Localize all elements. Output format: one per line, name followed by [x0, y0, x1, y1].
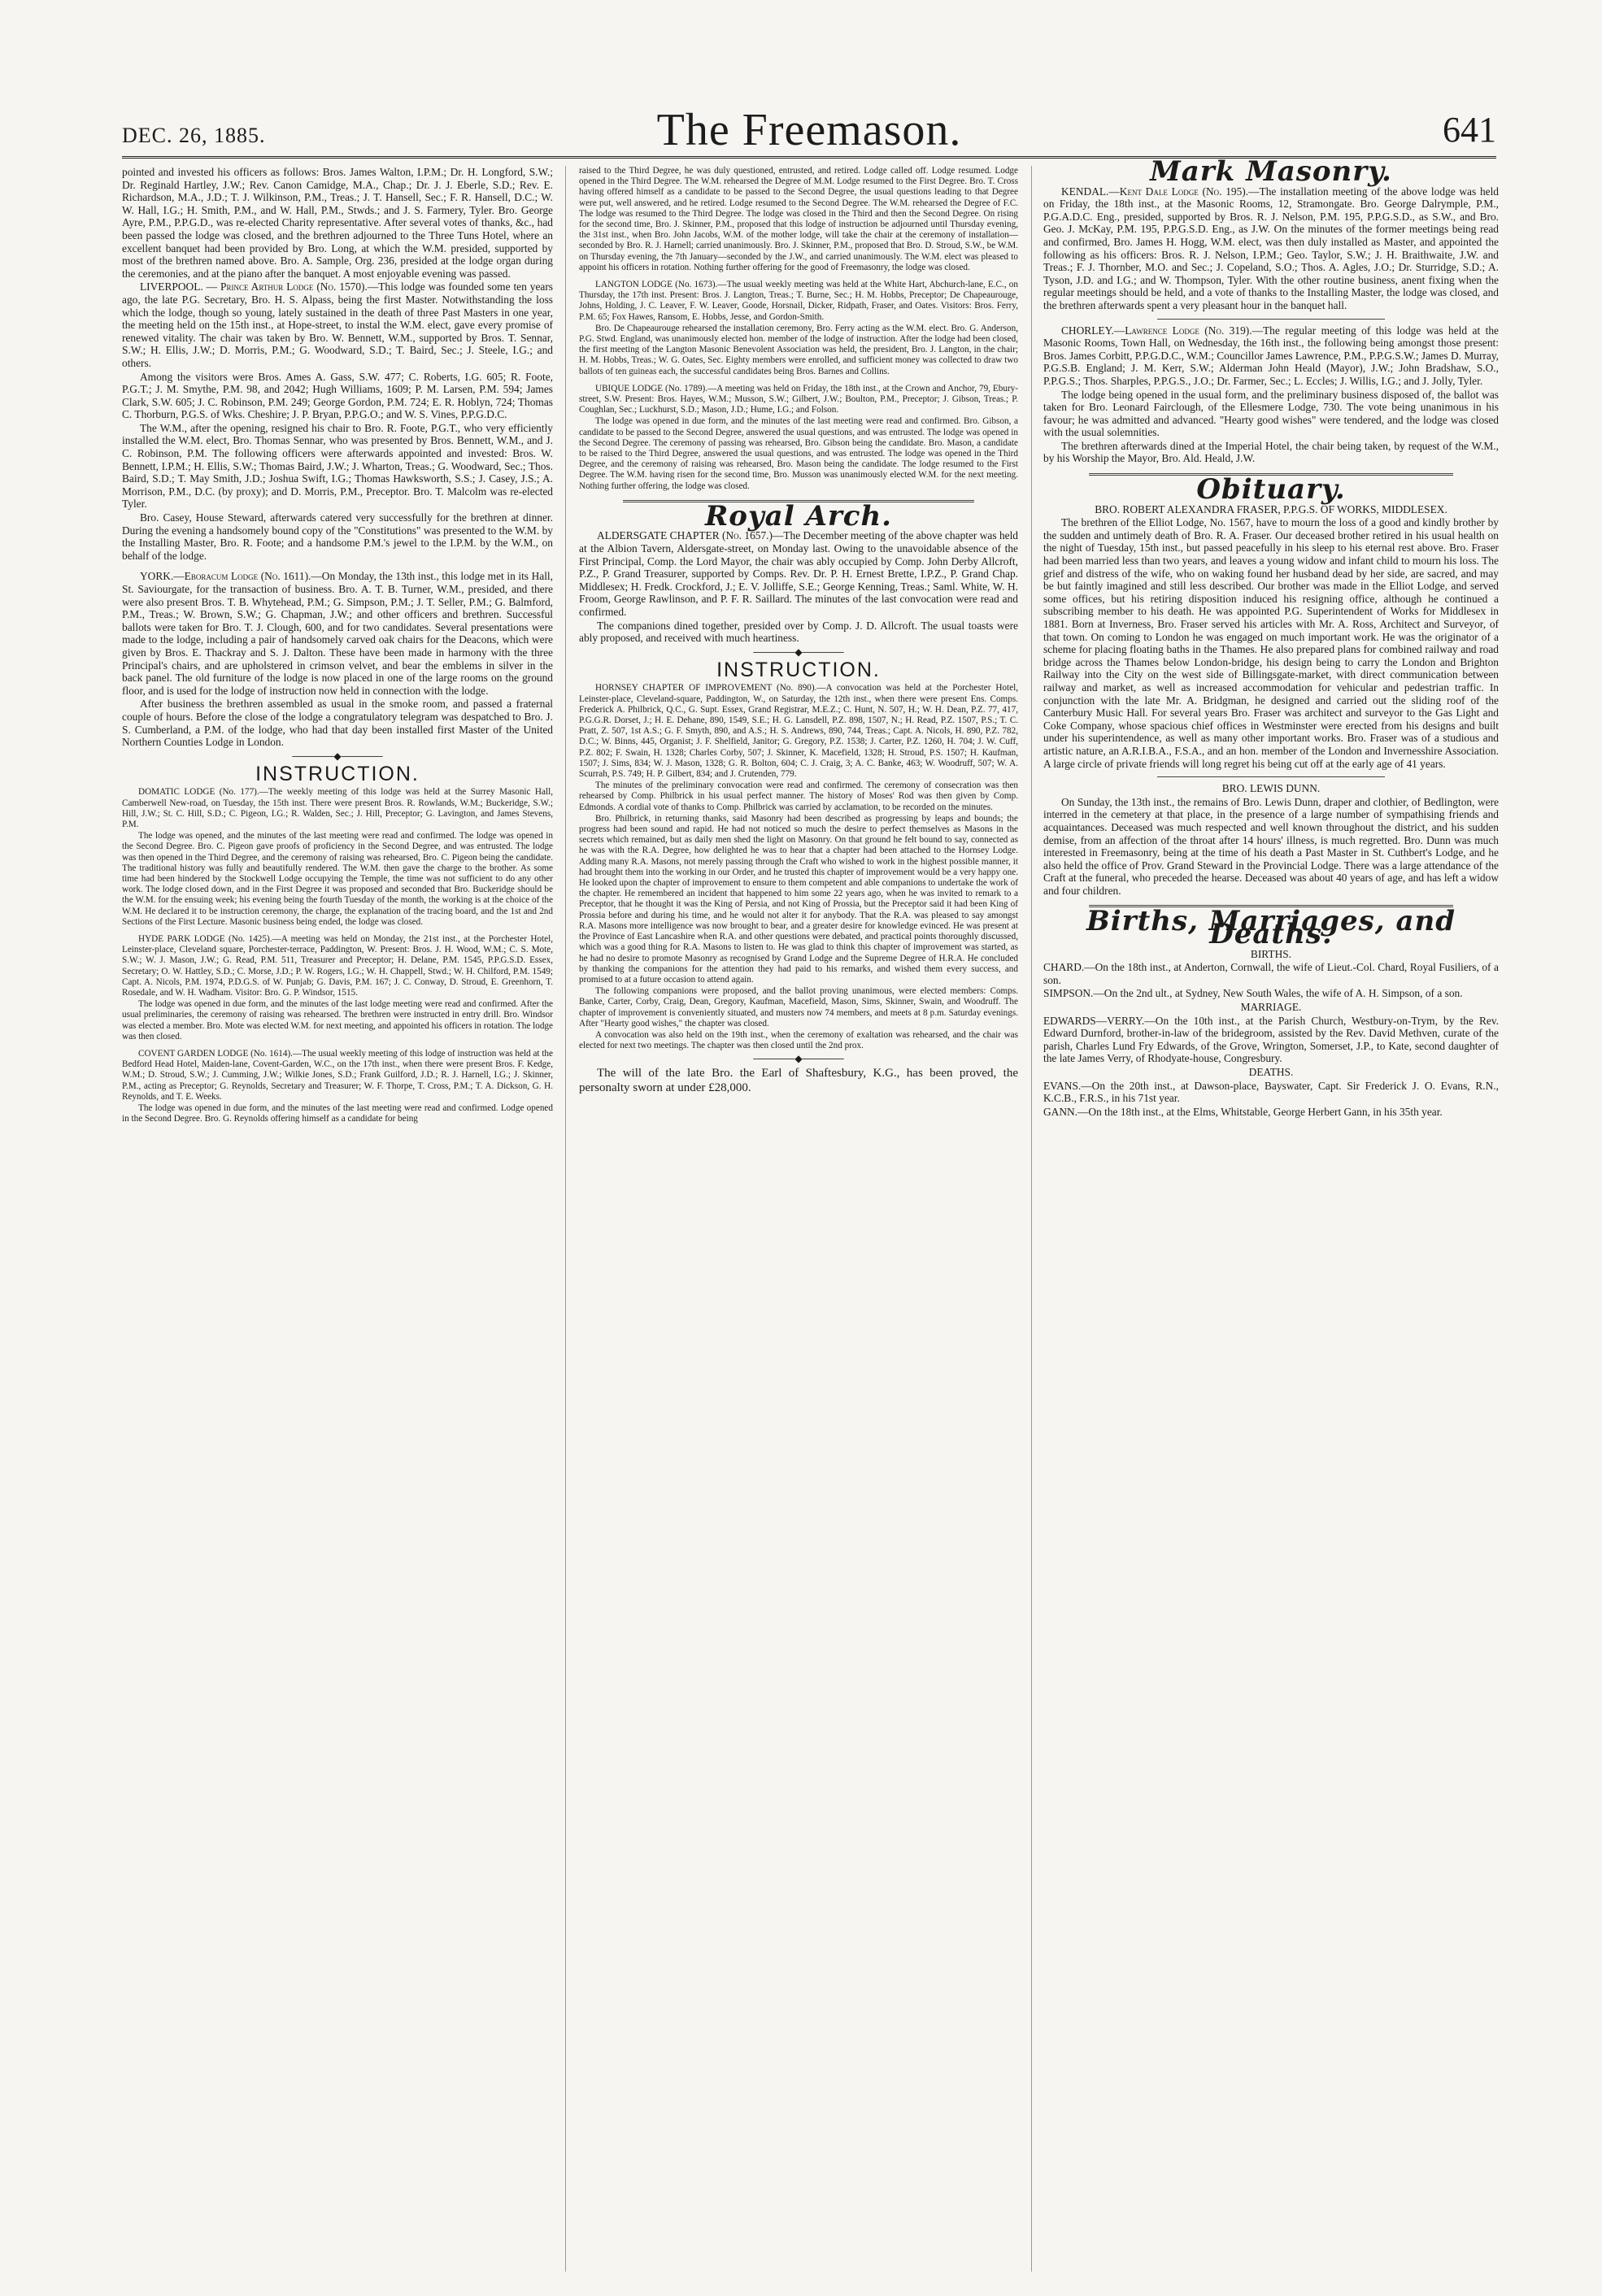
separator-rule [1157, 319, 1385, 320]
article-paragraph [1043, 324, 1499, 388]
subsection-label: MARRIAGE. [1240, 1001, 1302, 1014]
instruction-reports [579, 166, 1018, 492]
article-paragraph: COVENT GARDEN LODGE (No. 1614).—The usual weekly meeting of this lodge of instruction was held at the Bedford Head Hotel, Maiden-lane, Covent-Garden, W.C., on the 17th inst., when there were present Bros. F. Kedge, W.M.; D. Stroud, S.W.; J. Cumming, J.W.; Wilkie Jones, S.D.; Frank Guilford, J.D.; R. J. Harnell, I.G.; J. Skinner, P.M., acting as Preceptor; G. Reynolds, Secretary and Treasurer; W. F. Thorpe, T. Cross, P.M.; T. A. Dickson, G. H. Reynolds, and T. E. Weeks. [122, 1048, 553, 1102]
article-paragraph: DOMATIC LODGE (No. 177).—The weekly meeting of this lodge was held at the Surrey Masonic Hall, Camberwell New-road, on Tuesday, the 15th inst. There were present Bros. R. Rowlands, W.M.; Buckeridge, S.W.; Hill, J.W.; St. C. Hill, S.D.; C. Pigeon, I.G.; R. Walden, Sec.; J. Hill, Preceptor; G. Lavington, and James Stevens, P.M. [122, 787, 553, 829]
notice-entry: GANN.—On the 18th inst., at the Elms, Whitstable, George Herbert Gann, in his 35th year. [1043, 1105, 1443, 1118]
article-paragraph: The W.M., after the opening, resigned his chair to Bro. R. Foote, P.G.T., who very efficiently installed the W.M. elect, Bro. Thomas Sennar, who was presented by Bros. Bennett, W.M., and J. C. Robinson, P.M. The following officers were afterwards appointed and invested: Bros. W. Bennett, I.P.M.; H. Ellis, S.W.; Thomas Baird, J.W.; J. Wharton, Treas.; G. Woodward, Sec.; Thos. Baird, S.D.; T. May Smith, J.D.; Joshua Swift, I.G.; Thomas Hawksworth, S.S.; J. Casey, J.S.; A. Morrison, P.M., D.C. (by proxy); and D. Morris, P.M., Preceptor. Bro. T. Malcolm was re-elected Tyler. [122, 421, 553, 511]
article-paragraph: Bro. Philbrick, in returning thanks, said Masonry had been described as progressing by leaps and bounds; the progress had been sound and rapid. He had not noticed so much the desire to perfect themselves as Masons in the secrets which remained, but as daily men shed the light on Masonry. On that ground he felt bound to say, connected as he was with the R.A. Degree, how delighted he was to hear that a chapter had been attached to the Hornsey Lodge. Adding many R.A. Masons, not merely passing through the Craft who wished to work in the highest possible manner, it had brought them into the working in our Order, and he trusted this chapter of improvement would be a very happy one. He looked upon the chapter of improvement to ensure to them competent and able companions to undertake the work of the chapter. He remembered an incident that happened to him some 22 years ago, when he was invited to remark to a Preceptor, that he thought it was the King of Persia, and not King of Prossia, but the Preceptor said it had been King of Prossia before and during his time, and he would not alter it for anybody. That the R.A. was pleased to say amongst R.A. Masons more intelligence was now brought to bear, and a greater desire for knowledge evinced. He was present at the Province of East Lancashire when R.A. and other questions were debated, and practical points thoroughly discussed, which was a good thing for R.A. Masons to listen to. He was glad to think this chapter of improvement was started, as he had no desire to promote Masonry as recognised by Grand Lodge and the Supreme Degree of H.R.A. He concluded by thanking the companions for the attention they had paid to his remarks, and wished them every success, and promised to at a future occasion to attend again. [579, 813, 1018, 985]
issue-date: DEC. 26, 1885. [122, 124, 266, 147]
article-paragraph: raised to the Third Degree, he was duly questioned, entrusted, and retired. Lodge called off. Lodge resumed. Lodge opened in the Third Degree. The W.M. rehearsed the Degree of M.M. Lodge resumed to the First Degree. Bro. T. Cross having offered himself as a candidate to be passed to the Second Degree, the usual questions leading to that Degree were put, well answered, and he retired. Lodge resumed to the Second Degree. The W.M. rehearsed the Degree of F.C. The lodge was resumed to the Third Degree. The lodge was closed in the Third and then the Second Degree. On rising for the second time, Bro. J. Skinner, P.M., proposed that this lodge of instruction be adjourned until Thursday evening, the 31st inst., when Bro. John Jacobs, W.M. of the mother lodge, will take the chair at the ceremony of installation—seconded by Bro. R. J. Harnell; carried unanimously. Bro. J. Skinner, P.M., proposed that Bro. D. Stroud, S.W., be W.M. on Thursday evening, the 7th January—seconded by the J.W., and carried unanimously. The W.M. elect was pleased to appoint his officers in rotation. Nothing further offering for the good of Freemasonry, the lodge was closed. [579, 166, 1018, 272]
obituary-heading: BRO. LEWIS DUNN. [1221, 782, 1321, 795]
article-paragraph: The lodge was opened in due form, and the minutes of the last lodge meeting were read and confirmed. After the usual preliminaries, the ceremony of raising was rehearsed. The brethren were instructed in entry drill. Bro. Windsor was elected a member. Bro. Mote was elected W.M. for next meeting, and appointed his officers in rotation. The lodge was then closed. [122, 999, 553, 1041]
section-title: Births, Marriages, and Deaths. [1086, 905, 1456, 951]
separator-rule [1157, 776, 1385, 777]
obituary-heading: BRO. ROBERT ALEXANDRA FRASER, P.P.G.S. OF WORKS, MIDDLESEX. [1095, 502, 1447, 515]
article-heading: CHORLEY.—Lawrence Lodge (No. 319). [1061, 324, 1252, 337]
article-text: —This lodge was founded some ten years ago, the late P.G. Secretary, Bro. H. S. Alpass, being the first Master. Notwithstanding the loss which the lodge, though so young, lately sustained in the death of three Past Masters in one year, the meeting held on the 15th inst., at Hope-street, to instal the W.M. elect, gave every promise of renewed vitality. The chair was taken by Bro. W. Bennett, W.M., supported by Bros. T. Sennar, S.W.; H. Ellis, J.W.; D. Morris, P.M.; G. Woodward, S.D.; T. Baird, Sec.; J. Steele, I.G.; and others. [122, 280, 553, 369]
article-paragraph: A convocation was also held on the 19th inst., when the ceremony of exaltation was rehearsed, and the chair was elected for next two meetings. The chapter was then closed until the 2nd prox. [579, 1029, 1018, 1051]
article-paragraph: After business the brethren assembled as usual in the smoke room, and passed a fraternal couple of hours. Before the close of the lodge a congratulatory telegram was despatched to Bro. J. S. Cumberland, a P.M. of the lodge, who had that day been installed first Master of the United Northern Counties Lodge in London. [122, 698, 553, 749]
article-text: —On Monday, the 13th inst., this lodge met in its Hall, St. Saviourgate, for the transaction of business. Bro. A. T. B. Turner, W.M., presided, and there were also present Bros. T. B. Whytehead, P.M.; G. Simpson, P.M.; J. T. Seller, P.M.; G. Balmford, P.M., Treas.; W. Brown, S.W.; G. Chapman, J.W.; and other officers and brethren. Successful ballots were taken for Bro. T. J. Clough, 600, and for two candidates. Several presentations were made to the lodge, including a pair of handsomely carved oak chairs for the Deacons, which were given by Bros. E. Thackray and S. J. Dalton. These have been made in harmony with the three Principal's chairs, and are upholstered in crimson velvet, and bear the emblems in silver in the back panel. The old furniture of the lodge is now placed in one of the large rooms on the ground floor, and is used for the lodge of instruction now held in connection with the lodge. [122, 570, 554, 697]
article-heading: YORK.—Eboracum Lodge (No. 1611). [140, 570, 311, 583]
article-paragraph: The minutes of the preliminary convocation were read and confirmed. The ceremony of consecration was then rehearsed by Comp. Philbrick in his usual perfect manner. The history of Moses' Rod was then given by Comp. Edmonds. A cordial vote of thanks to Comp. Philbrick was carried by acclamation, to be recorded on the minutes. [579, 781, 1018, 812]
article-paragraph: UBIQUE LODGE (No. 1789).—A meeting was held on Friday, the 18th inst., at the Crown and Anchor, 79, Ebury-street, S.W. Present: Bros. Hayes, W.M.; Musson, S.W.; Gilbert, J.W.; Boulton, P.M., Preceptor; J. Gibson, Treas.; P. Coughlan, Sec.; Luckhurst, S.D.; Mason, J.D.; Hume, I.G.; and Folson. [579, 383, 1018, 415]
notice-entry: EVANS.—On the 20th inst., at Dawson-place, Bayswater, Capt. Sir Frederick J. O. Evans, R.N., K.C.B., F.R.S., in his 71st year. [1043, 1079, 1499, 1105]
separator-ornament: ──────◆────── [292, 750, 383, 762]
article-paragraph: HYDE PARK LODGE (No. 1425).—A meeting was held on Monday, the 21st inst., at the Porchester Hotel, Leinster-place, Cleveland square, Porchester-terrace, Paddington, W. Present: Bros. J. H. Wood, W.M.; C. S. Mote, S.W.; W. J. Mason, J.W.; G. Read, P.M. 511, Treasurer and Preceptor; H. Delane, P.M. 1545, P.P.G.S.D. Essex, Secretary; O. W. Hattley, S.D.; C. Morse, J.D.; P. W. Rogers, I.G.; W. H. Chappell, Stwd.; W. H. Chilford, P.M. 1549; Capt. A. Nicols, P.M. 1974, P.D.G.S. of W. Punjab; G. Davis, P.M. 167; J. C. Conway, D. Stroud, E. Greenhorn, T. Rosedale, and W. H. Wadham. Visitor: Bro. G. P. Windsor, 1515. [122, 933, 553, 998]
section-title: INSTRUCTION. [716, 658, 881, 681]
column-3 [1043, 155, 1500, 1119]
section-title: INSTRUCTION. [255, 762, 420, 785]
separator-ornament: ──────◆────── [753, 646, 844, 658]
notice-entry: CHARD.—On the 18th inst., at Anderton, Cornwall, the wife of Lieut.-Col. Chard, Royal Fusiliers, of a son. [1043, 961, 1499, 986]
section-title: Mark Masonry. [1150, 155, 1392, 188]
article-text: —The regular meeting of this lodge was held at the Masonic Rooms, Town Hall, on Wednesday, the 16th inst., the following being amongst those present: Bros. James Corbitt, P.P.G.D.C., W.M.; Councillor James Lawrence, P.M., P.P.G.S.W.; James D. Murray, P.G.S.B. England; J. M. Kerr, S.W.; Alderman John Heald (Mayor), J.W.; John Bradshaw, S.O., P.P.G.S.; Thos. Sharples, P.P.G.S., J.O.; Dr. Farmer, Sec.; L. Eccles; J. Willis, I.G.; and J. Jolly, Tyler. [1043, 324, 1499, 387]
article-paragraph: The brethren of the Elliot Lodge, No. 1567, have to mourn the loss of a good and kindly brother by the sudden and untimely death of Bro. R. A. Fraser. Our deceased brother retired in his usual health on the night of Tuesday, 15th inst., but passed peacefully in his sleep to his eternal rest above. Bro. Fraser had been married less than two years, and leaves a young widow and infant child to mourn his loss. The grief and distress of the wife, who on waking found her husband dead by her side, are sacred, and may be but faintly imagined and still less described. Our brother was made in the Elliot Lodge, and served some offices, but his retiring disposition induced his resigning office, although he continued a subscribing member to his death. He was appointed P.G. Superintendent of Works for Middlesex in 1881. Born at Inverness, Bro. Fraser served his articles with Mr. A. Ross, Architect and Surveyor, of that town. On coming to London he was engaged on much important work. He was the originator of a scheme for placing floating baths in the Thames. He also prepared plans for combined railway and road bridge across the Thames below London-bridge, his design being to carry the London and Brighton Railway into the City on the west side of Billingsgate-market, with direct communication between railway and market, as well as increased accommodation for vehicular and pedestrian traffic. In conjunction with the late Mr. A. Bridgman, he designed and carried out the sliding roof of the Canterbury Music Hall. For several years Bro. Fraser was architect and surveyor to the Gas Light and Coke Company, whose spacious chief offices in Westminster were erected from his designs and built under his superintendence, as well as many other important works. Bro. Fraser was of a studious and artistic nature, an A.R.I.B.A., F.S.A., and an hon. member of the London and Invernesshire Association. A large circle of private friends will long regret his being cut off at the early age of 41 years. [1043, 516, 1499, 770]
section-title: Obituary. [1196, 473, 1346, 507]
article-paragraph: The lodge was opened in due form, and the minutes of the last meeting were read and confirmed. Bro. Gibson, a candidate to be passed to the Second Degree, answered the usual questions, and was entrusted. The lodge was opened in the Second Degree. The ceremony of passing was rehearsed, Bro. Gibson being the candidate. Bro. Mason, a candidate to be raised to the Third Degree, answered the usual questions, and was entrusted. The lodge was opened in the Third Degree, and the ceremony of raising was rehearsed, Bro. Mason being the candidate. The lodge resumed to the First Degree. The W.M. having risen for the second time, Bro. Musson was unanimously elected W.M. for the next meeting. Nothing further offering, the lodge was closed. [579, 416, 1018, 491]
article-heading: KENDAL.—Kent Dale Lodge (No. 195). [1061, 185, 1249, 198]
article-paragraph: On Sunday, the 13th inst., the remains of Bro. Lewis Dunn, draper and clothier, of Bedlington, were interred in the cemetery at that place, in the presence of a large number of sympathising friends and acquaintances. Deceased was much respected and well known throughout the district, and his sudden demise, from an affection of the throat after 14 hours' illness, is much regretted. Bro. Dunn was much interested in Freemasonry, being at the time of his death a Past Master in St. Cuthbert's Lodge, and he also held the office of Prov. Grand Steward in the Provincial Lodge. There was a large attendance of the Craft at the funeral, who preceded the hearse. Deceased was about 40 years of age, and has left a widow and four children. [1043, 795, 1499, 897]
article-paragraph: Bro. Casey, House Steward, afterwards catered very successfully for the brethren at dinner. During the evening a handsomely bound copy of the "Constitutions" was presented to the W.M. by the Installing Master, Bro. R. Foote; and a handsome P.M.'s jewel to the I.P.M. by the W.M., on behalf of the lodge. [122, 511, 553, 562]
article-paragraph [1043, 185, 1499, 312]
article-paragraph: pointed and invested his officers as follows: Bros. James Walton, I.P.M.; Dr. H. Longford, S.W.; Dr. Reginald Hartley, J.W.; Rev. Canon Camidge, M.A., Chap.; Dr. J. J. Eberle, S.D.; Rev. E. Richardson, M.A., J.D.; T. J. Wilkinson, P.M., Treas.; J. T. Hansell, Sec.; F. R. Hansell, D.C.; W. W. Hall, I.G.; H. Smith, P.M., and W. Hall, P.M., Stwds.; and J. S. Farmery, Tyler. Bro. George Ayre, P.M., P.P.G.D., was re-elected Charity representative. After several votes of thanks, &c., had been passed the lodge was closed, and the brethren adjourned to the Three Tuns Hotel, where an excellent banquet had been provided by Bro. Long, at which the W.M. presided, supported by most of the brethren named above. Bro. A. Sample, Org. 236, presided at the lodge organ during the ceremonies, and at the piano after the banquet. A most enjoyable evening was passed. [122, 166, 553, 280]
masthead [122, 104, 1496, 153]
article-heading: LIVERPOOL. — Prince Arthur Lodge (No. 1570). [140, 280, 368, 294]
article-paragraph: HORNSEY CHAPTER OF IMPROVEMENT (No. 890).—A convocation was held at the Porchester Hotel, Leinster-place, Cleveland-square, Paddington, W., on Saturday, the 12th inst., when there were present Ens. Comps. Frederick A. Philbrick, Q.C., G. Supt. Essex, Grand Registrar, M.E.Z.; C. Hunt, N. 507, H.; W. H. Dean, P.Z. 77, 417, P.G.G.R. Dorset, J.; H. E. Dehane, 890, 1549, S.E.; H. G. Lansdell, P.Z. 898, 1507, N.; H. Read, P.Z. 1507, P.S.; T. C. Pratt, Z. 507, 1st A.S.; G. F. Smyth, 890, and A.S.; H. S. Andrews, 890, 744, Treas.; Capt. A. Nicols, H. 890, P.Z. 782, D.C.; W. Binns, 445, Organist; J. F. Shelfield, Janitor; G. Gregory, P.Z. 1538; J. Carter, P.Z. 1260, H. 704; J. W. Cuff, P.Z. 802; F. Swain, H. 1328; Charles Corby, 507; J. Skinner, K. Macefield, 1328; H. Stroud, P.S. 1507; H. Kaufman, 1507; J. Sims, 834; W. J. Mason, 1328; G. R. Bolton, 604; C. J. Craig, 3; A. C. Banke, 463; W. Woodruff, 507; W. A. Scurrah, P.S. 749; H. P. Gilbert, 834; and J. Crutenden, 779. [579, 683, 1018, 780]
article-paragraph: The following companions were proposed, and the ballot proving unanimous, were elected members: Comps. Banke, Carter, Corby, Craig, Dean, Gregory, Kaufman, Macefield, Mason, Sims, Skinner, Swain, and Woodruff. The chapter of improvement is conveniently situated, and musters now 74 members, and meets at 8 p.m. Saturday evenings. After "Hearty good wishes," the chapter was closed. [579, 986, 1018, 1028]
notice-entry: SIMPSON.—On the 2nd ult., at Sydney, New South Wales, the wife of A. H. Simpson, of a son. [1043, 987, 1463, 1000]
separator-ornament: ──────◆────── [753, 1053, 844, 1065]
article-paragraph: The lodge was opened, and the minutes of the last meeting were read and confirmed. The lodge was opened in the Second Degree. Bro. C. Pigeon gave proofs of proficiency in the Second Degree, and was entrusted. The lodge was then opened in the Third Degree, and the ceremony of raising was rehearsed, Bro. C. Pigeon being the candidate. The traditional history was fully and beautifully rendered. The W.M. then gave the charge to the brother. As some time had been hindered by the Stockwell Lodge occupying the Temple, the time was not sufficient to do any other work. The lodge closed down, and in the First Degree it was proposed and seconded that Bro. Buckeridge should be the W.M. for the ensuing week; his evening being the fourth Tuesday of the month, the working is at the choice of the W.M. He declared it to be instruction ceremony, the charge, the explanation of the tracing board, and the 1st and 2nd Sections of the First Lecture. Masonic business being ended, the lodge was closed. [122, 831, 553, 927]
article-paragraph [122, 570, 553, 697]
article-paragraph: The lodge was opened in due form, and the minutes of the last meeting were read and confirmed. Lodge opened in the Second Degree. Bro. G. Reynolds offering himself as a candidate for being [122, 1103, 553, 1124]
article-paragraph: LANGTON LODGE (No. 1673).—The usual weekly meeting was held at the White Hart, Abchurch-lane, E.C., on Thursday, the 17th inst. Present: Bros. J. Langton, Treas.; T. Burne, Sec.; H. M. Hobbs, Preceptor; De Chapeaurouge, Johns, Holding, J. C. Leaver, F. W. Leaver, Goode, Horsnail, Dicker, Ridpath, Fraser, and Oates. Visitors: Bros. Ferry, P.M. 65; Fox Hawes, Ransom, E. Hobbs, Jesse, and Gordon-Smith. [579, 280, 1018, 322]
article-paragraph: The lodge being opened in the usual form, and the preliminary business disposed of, the ballot was taken for Bro. Leonard Fairclough, of the Ellesmere Lodge, 730. The vote being unanimous in his favour; he was admitted and advanced. "Hearty good wishes" were tendered, and the lodge was closed with the usual solemnities. [1043, 388, 1499, 439]
subsection-label: DEATHS. [1248, 1066, 1294, 1078]
column-2 [579, 166, 1018, 1096]
notice-entry: EDWARDS—VERRY.—On the 10th inst., at the Parish Church, Westbury-on-Trym, by the Rev. Edward Durnford, brother-in-law of the bridegroom, assisted by the Rev. David Methven, curate of the parish, Charles Lund Fry Edwards, of the Grove, Wrington, Somerset, J.P., to Kate, second daughter of the late James Verry, of Rhodyate-house, Congresbury. [1043, 1014, 1499, 1065]
article-text: —The installation meeting of the above lodge was held on Friday, the 18th inst., at the Masonic Rooms, 12, Stramongate. Bro. George Dalrymple, P.M., P.G.A.D.C. Eng., presided, supported by Bros. R. J. Nelson, P.M. 195, P.P.G.S.D., as S.W., and Bro. Geo. J. McKay, P.M. 195, P.P.G.S.D. Eng., as J.W. On the minutes of the former meetings being read and confirmed, Bro. James H. Hogg, W.M. elect, was then duly installed as Master, and appointed the following as his officers: Bros. R. J. Nelson, I.P.M.; Geo. Taylor, S.W.; J. H. Braithwaite, J.W. and Treas.; F. J. Thornber, M.O. and Sec.; J. Copeland, S.O.; Thos. A. Agles, J.O.; Dr. Sturridge, S.D.; A. Tyson, J.D. and I.G.; and W. Thompson, Tyler. With the other routine business, anent fixing when the regular meetings should be held, and a vote of thanks to the Installing Master, the lodge was closed, and the brethren afterwards spent a very pleasant hour in the banquet hall. [1043, 185, 1500, 311]
instruction-reports [122, 787, 553, 1124]
article-paragraph: The will of the late Bro. the Earl of Shaftesbury, K.G., has been proved, the personalty sworn at under £28,000. [579, 1067, 1018, 1095]
section-title: Royal Arch. [704, 499, 893, 533]
article-paragraph [579, 529, 1018, 618]
article-paragraph: The brethren afterwards dined at the Imperial Hotel, the chair being taken, by request of the W.M., by his Worship the Mayor, Bro. Ald. Heald, J.W. [1043, 439, 1499, 465]
article-paragraph: Bro. De Chapeaurouge rehearsed the installation ceremony, Bro. Ferry acting as the W.M. elect. Bro. G. Anderson, P.G. Stwd. England, was unanimously elected hon. member of the lodge of instruction. After the lodge had been closed, the first meeting of the Langton Masonic Benevolent Association was held, the president, Bro. J. Langton, in the chair; H. M. Hobbs, Treas.; W. G. Oates, Sec. Eighty members were enrolled, and sufficient money was collected to draw two ballots of ten guineas each, the successful candidates being Bros. Barnes and Collins. [579, 323, 1018, 376]
newspaper-title: The Freemason. [656, 105, 962, 155]
column-divider [1031, 166, 1032, 2272]
article-text: —The December meeting of the above chapter was held at the Albion Tavern, Aldersgate-street, on Monday last. Owing to the unavoidable absence of the First Principal, Comp. the Lord Mayor, the chair was ably occupied by Comp. John Derby Allcroft, P.Z., P. Grand Treasurer, supported by Comps. Rev. Dr. P. H. Ernest Brette, I.P.Z., P. Grand Chap. Middlesex; H. Fredk. Crockford, J.; E. V. Jolliffe, S.E.; George Kenning, Treas.; Saml. White, W. H. Froom, George Rawlinson, and P. F. R. Saillard. The minutes of the last convocation were read and confirmed. [579, 529, 1018, 619]
page-number: 641 [1443, 110, 1496, 150]
column-divider [565, 166, 566, 2272]
article-paragraph: The companions dined together, presided over by Comp. J. D. Allcroft. The usual toasts were ably proposed, and received with much heartiness. [579, 619, 1018, 645]
article-heading: ALDERSGATE CHAPTER (No. 1657.) [597, 529, 773, 542]
article-paragraph: Among the visitors were Bros. Ames A. Gass, S.W. 477; C. Roberts, I.G. 605; R. Foote, P.G.T.; J. M. Smythe, P.M. 98, and 2042; Hugh Williams, 1609; P. M. Larsen, P.M. 594; James Clark, S.W. 605; J. C. Robinson, P.M. 249; George Gordon, P.M. 724; E. R. Hoblyn, 724; Thomas C. Thorburn, P.G.S. of Wks. Cheshire; J. P. Bryan, P.P.G.O.; and W. S. Vines, P.P.G.D.C. [122, 370, 553, 421]
column-1 [122, 166, 553, 1125]
subsection-label: BIRTHS. [1250, 947, 1292, 960]
instruction-reports [579, 683, 1018, 1051]
article-paragraph [122, 280, 553, 369]
